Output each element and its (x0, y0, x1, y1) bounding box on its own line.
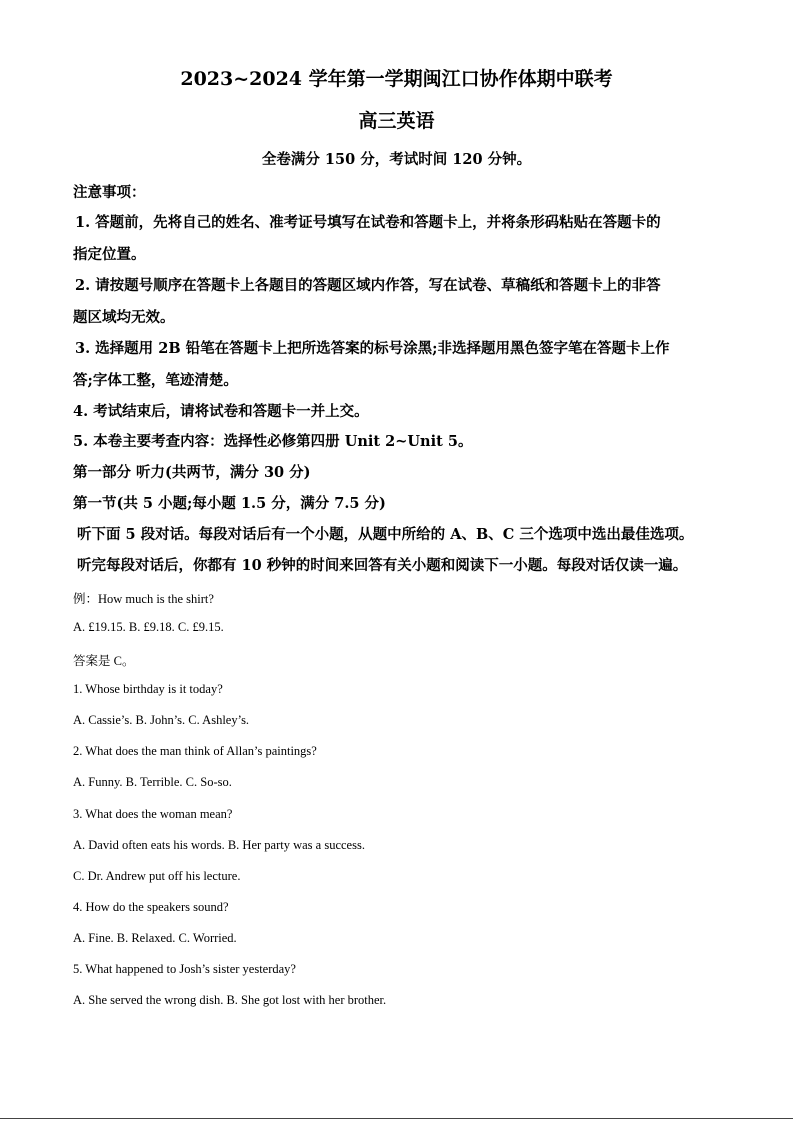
notice-line: 题区域均无效。 (73, 309, 175, 326)
question-options: A. She served the wrong dish. B. She got lost with her brother. (73, 993, 387, 1007)
question-text: 1. Whose birthday is it today? (73, 682, 223, 696)
question-options: C. Dr. Andrew put off his lecture. (73, 869, 241, 883)
question-text: 2. What does the man think of Allan’s paintings? (73, 744, 317, 758)
notice-line: 1. 答题前，先将自己的姓名、准考证号填写在试卷和答题卡上，并将条形码粘贴在答题卡的 (75, 214, 661, 231)
page-bottom-rule (0, 1118, 793, 1119)
example-options: A. £19.15. B. £9.18. C. £9.15. (73, 620, 224, 634)
question-text: 5. What happened to Josh’s sister yesterday? (73, 962, 296, 976)
notice-line: 指定位置。 (73, 246, 146, 263)
question-options: A. Funny. B. Terrible. C. So-so. (73, 775, 232, 789)
section-part: 第一部分 听力(共两节，满分 30 分) (73, 464, 311, 481)
instruction-line: 听完每段对话后，你都有 10 秒钟的时间来回答有关小题和阅读下一小题。每段对话仅读一遍。 (77, 557, 688, 574)
question-options: A. Cassie’s. B. John’s. C. Ashley’s. (73, 713, 250, 727)
section-sub: 第一节(共 5 小题;每小题 1.5 分，满分 7.5 分) (73, 495, 386, 512)
notice-line: 5. 本卷主要考查内容：选择性必修第四册 Unit 2~Unit 5。 (73, 433, 473, 450)
question-text: 3. What does the woman mean? (73, 807, 233, 821)
instruction-line: 听下面 5 段对话。每段对话后有一个小题，从题中所给的 A、B、C 三个选项中选出最佳选项。 (77, 526, 694, 543)
question-options: A. David often eats his words. B. Her party was a success. (73, 838, 365, 852)
notice-line: 2. 请按题号顺序在答题卡上各题目的答题区域内作答，写在试卷、草稿纸和答题卡上的非答 (75, 277, 661, 294)
notice-heading: 注意事项： (73, 184, 146, 201)
exam-info: 全卷满分 150 分，考试时间 120 分钟。 (261, 151, 532, 168)
example-answer: 答案是 C。 (73, 654, 135, 668)
question-options: A. Fine. B. Relaxed. C. Worried. (73, 931, 237, 945)
notice-line: 答;字体工整，笔迹清楚。 (73, 372, 238, 389)
notice-line: 3. 选择题用 2B 铅笔在答题卡上把所选答案的标号涂黑;非选择题用黑色签字笔在答题卡上作 (75, 340, 670, 357)
notice-line: 4. 考试结束后，请将试卷和答题卡一并上交。 (73, 403, 369, 420)
exam-subtitle: 高三英语 (358, 110, 435, 132)
question-text: 4. How do the speakers sound? (73, 900, 229, 914)
exam-title: 2023~2024 学年第一学期闽江口协作体期中联考 (180, 68, 613, 90)
example-question: 例：How much is the shirt? (73, 592, 214, 606)
